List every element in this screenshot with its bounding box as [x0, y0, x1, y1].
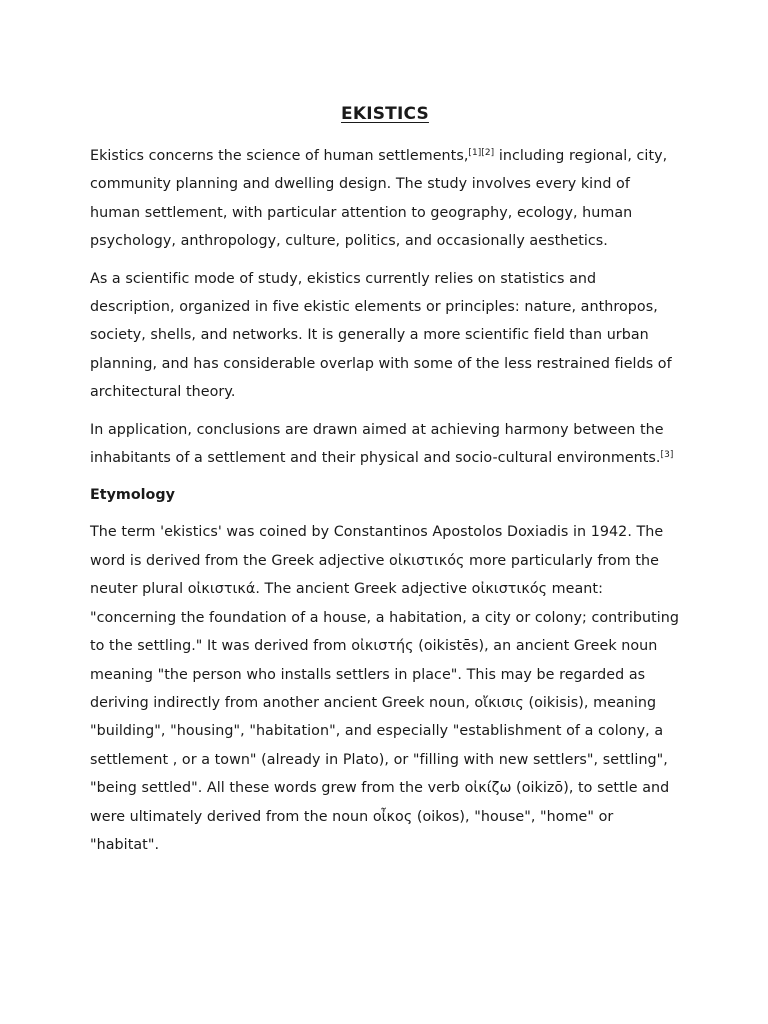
page-title: EKISTICS — [341, 104, 429, 124]
paragraph-application-text: In application, conclusions are drawn aimed at achieving harmony between the inhabitants of a settlement and their physical and socio-cultural environments. — [90, 421, 664, 467]
paragraph-application — [90, 416, 680, 473]
paragraph-intro-text: Ekistics concerns the science of human settlements, — [90, 148, 469, 164]
paragraph-etymology: The term 'ekistics' was coined by Constantinos Apostolos Doxiadis in 1942. The word is derived from the Greek adjective οἰκιστικός more particularly from the neuter plural οἰκιστικά. The ancient Greek adjective οἰκιστικός meant: "concerning the foundation of a house, a habitation, a city or colony; contributing to the settling." It was derived from οἰκιστής (oikistēs), an ancient Greek noun meaning "the person who installs settlers in place". This may be regarded as deriving indirectly from another ancient Greek noun, οἴκισις (oikisis), meaning "building", "housing", "habitation", and especially "establishment of a colony, a settlement , or a town" (already in Plato), or "filling with new settlers", settling", "being settled". All these words grew from the verb οἰκίζω (oikizō), to settle and were ultimately derived from the noun οἶκος (oikos), "house", "home" or "habitat". — [90, 524, 680, 853]
citation-ref-2[interactable]: [2] — [481, 148, 495, 158]
paragraph-intro — [90, 142, 680, 256]
paragraph-intro-continued: including regional, city, community planning and dwelling design. The study involves every kind of human settlement, with particular attention to geography, ecology, human psychology, anthropology, culture, politics, and occasionally aesthetics. — [90, 148, 668, 250]
citation-ref-1[interactable]: [1] — [468, 148, 482, 158]
section-heading-etymology: Etymology — [90, 487, 175, 504]
paragraph-scientific-mode: As a scientific mode of study, ekistics currently relies on statistics and description, organized in five ekistic elements or principles: nature, anthropos, society, shells, and networks. It is generally a more scientific field than urban planning, and has considerable overlap with some of the less restrained fields of architectural theory. — [90, 270, 672, 401]
citation-ref-3[interactable]: [3] — [660, 450, 674, 461]
